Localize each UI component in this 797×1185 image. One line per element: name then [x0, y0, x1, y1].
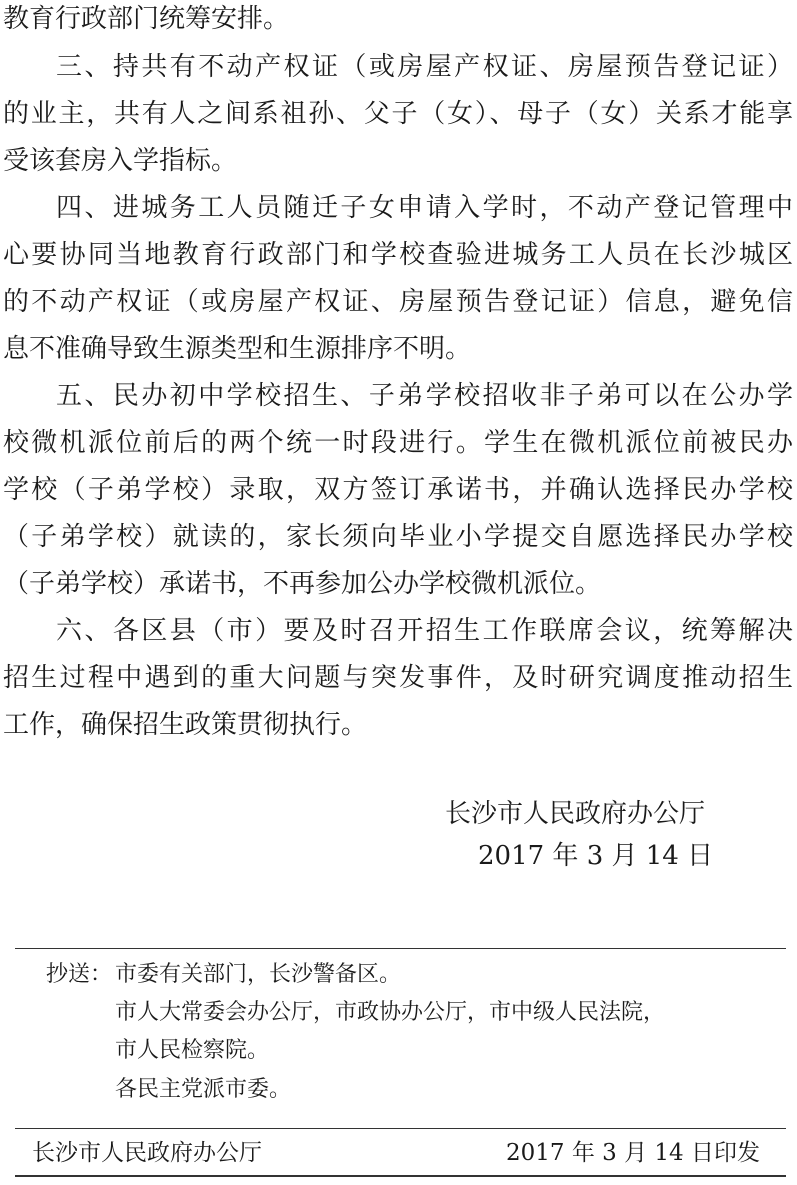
body-line-2: 三、持共有不动产权证（或房屋产权证、房屋预告登记证）	[56, 52, 793, 82]
cc-label: 抄送：	[46, 962, 113, 987]
footer-bottom-rule	[15, 1175, 786, 1177]
signature-date: 2017 年 3 月 14 日	[478, 841, 714, 871]
cc-line-1: 市委有关部门，长沙警备区。	[115, 962, 402, 987]
cc-top-rule	[15, 948, 786, 949]
body-line-15: 招生过程中遇到的重大问题与突发事件，及时研究调度推动招生	[3, 663, 793, 693]
body-line-7: 的不动产权证（或房屋产权证、房屋预告登记证）信息，避免信	[3, 287, 793, 317]
body-line-16: 工作，确保招生政策贯彻执行。	[3, 710, 368, 740]
body-line-12: （子弟学校）就读的，家长须向毕业小学提交自愿选择民办学校	[3, 522, 793, 552]
body-line-10: 校微机派位前后的两个统一时段进行。学生在微机派位前被民办	[3, 428, 793, 458]
body-line-11: 学校（子弟学校）录取，双方签订承诺书，并确认选择民办学校	[3, 475, 793, 505]
body-line-13: （子弟学校）承诺书，不再参加公办学校微机派位。	[3, 569, 602, 599]
body-line-1: 教育行政部门统筹安排。	[3, 4, 290, 34]
body-line-6: 心要协同当地教育行政部门和学校查验进城务工人员在长沙城区	[3, 240, 793, 270]
body-line-3: 的业主，共有人之间系祖孙、父子（女）、母子（女）关系才能享	[3, 99, 793, 129]
body-line-8: 息不准确导致生源类型和生源排序不明。	[3, 334, 472, 364]
body-line-5: 四、进城务工人员随迁子女申请入学时，不动产登记管理中	[56, 193, 793, 223]
body-line-14: 六、各区县（市）要及时召开招生工作联席会议，统筹解决	[56, 616, 793, 646]
footer-print-date: 2017 年 3 月 14 日印发	[506, 1140, 760, 1166]
body-line-9: 五、民办初中学校招生、子弟学校招收非子弟可以在公办学	[56, 381, 793, 411]
footer-top-rule	[15, 1128, 786, 1129]
cc-line-4: 各民主党派市委。	[115, 1077, 292, 1102]
footer-issuer: 长沙市人民政府办公厅	[32, 1140, 262, 1166]
cc-line-3: 市人民检察院。	[115, 1038, 270, 1063]
body-line-4: 受该套房入学指标。	[3, 146, 238, 176]
signature-issuer: 长沙市人民政府办公厅	[445, 799, 706, 829]
cc-line-2: 市人大常委会办公厅，市政协办公厅，市中级人民法院，	[115, 1000, 666, 1025]
